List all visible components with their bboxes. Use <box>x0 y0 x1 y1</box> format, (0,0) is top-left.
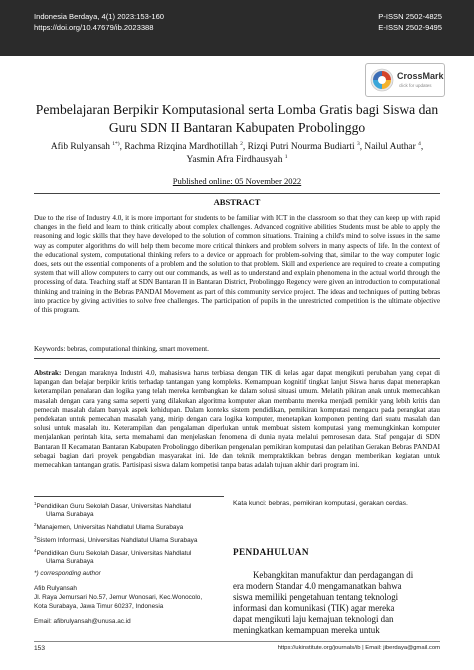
affiliation-sup: 3 <box>34 535 37 540</box>
author-name: , Rizqi Putri Nourma Budiarti <box>242 142 357 153</box>
footer-url[interactable]: https://ukinstitute.org/journals/ib | Email: jiberdaya@gmail.com <box>277 645 440 651</box>
abstract-heading: ABSTRACT <box>213 197 261 207</box>
author-name: , Nailul Authar <box>359 142 419 153</box>
author-line-2 <box>20 154 454 165</box>
corresponding-author-note: *) corresponding author <box>34 570 101 577</box>
abstrak-paragraph <box>34 369 440 470</box>
author-sup: 1 <box>284 154 288 160</box>
affiliation-sup: 2 <box>34 522 37 527</box>
abstrak-text: Dengan maraknya Industri 4.0, mahasiswa harus terbiasa dengan TIK di kelas agar dapat mengikuti perubahan yang cepat di lapangan dan belajar berpikir kritis terhadap tantangan yang kompleks. Kemampuan kognitif tingkat lanjut Siswa harus dapat menerapkan keterampilan penalaran dan logika yang telah mereka kembangkan ke dalam solusi situasi umum. Melatih pikiran anak untuk memecahkan masalah dengan cara yang sama seperti yang dilakukan algoritma komputer akan membantu mereka menjadi pemikir yang lebih kritis dan pemecah masalah dalam banyak aspek kehidupan. Dalam konteks sistem pendidikan, pemikiran komputasi mengacu pada perangkat atau pendekatan untuk pemecahan masalah yang, mirip dengan cara logika komputer, menetapkan komponen penting dari suatu masalah dan solusi untuk masalah itu. Keterampilan dan pengalaman diperlukan untuk membuat sistem komputasi yang memungkinkan komputer menjalankan perintah kita, serta memahami dan menjelaskan fenomena di dunia nyata melalui pemrosesan data. Staf pengajar di SDN Bantaran II Kecamatan Bantaran Kabupaten Probolinggo diberikan pengenalan pemikiran komputasi dan pelatihan Gerakan Bebras PANDAI sebagai bagian dari proyek pengabdian masyarakat ini. Ide dan teknik mempraktikkan bebras dengan memberikan kegiatan untuk memecahkan tantangan gratis. Partisipasi siswa dalam kompetisi tanpa batas adalah tujuan akhir dari program ini. <box>34 369 440 470</box>
body-line: meningkatkan kemampuan mereka untuk <box>233 625 380 636</box>
author-name: Yasmin Afra Firdhausyah <box>186 155 285 166</box>
body-line: siswa memiliki pengetahuan tentang teknologi <box>233 592 399 603</box>
journal-header <box>0 0 474 56</box>
author-sup: 1*) <box>112 141 120 147</box>
paper-title-line-1: Pembelajaran Berpikir Komputasional serta Lomba Gratis bagi Siswa dan <box>35 102 439 117</box>
corresponding-email[interactable]: Email: afibrulyansah@unusa.ac.id <box>34 618 131 625</box>
affiliation-sup: 4 <box>34 548 37 553</box>
journal-citation: Indonesia Berdaya, 4(1) 2023:153-160 <box>34 12 165 21</box>
abstrak-label: Abstrak: <box>34 369 62 377</box>
section-divider <box>34 358 440 359</box>
author-name: Afib Rulyansah <box>50 142 113 153</box>
author-line-1 <box>20 141 454 152</box>
author-name: , Rachma Rizqina Mardhotillah <box>119 142 241 153</box>
page-number: 153 <box>34 645 46 652</box>
pendahuluan-body <box>233 570 441 637</box>
p-issn: P-ISSN 2502-4825 <box>378 12 442 21</box>
pendahuluan-heading: PENDAHULUAN <box>233 547 309 557</box>
footer-rule <box>34 641 440 642</box>
crossmark-title: CrossMark <box>397 71 444 81</box>
affiliation-text: Sistem Informasi, Universitas Nahdlatul Ulama Surabaya <box>36 537 198 545</box>
kata-kunci: Kata kunci: bebras, pemikiran komputasi, gerakan cerdas. <box>233 500 408 507</box>
corresponding-author-name: Afib Rulyansah <box>34 585 77 592</box>
author-sup: 3 <box>356 141 360 147</box>
author-sup: 2 <box>240 141 243 147</box>
address-line-2: Kota Surabaya, Jawa Timur 60237, Indonesia <box>34 603 164 610</box>
published-date[interactable]: Published online: 05 November 2022 <box>172 176 302 186</box>
body-line: era modern Standar 4.0 mengamanatkan bahwa <box>233 581 402 592</box>
body-line: informasi dan komunikasi (TIK) agar mereka <box>233 603 395 614</box>
paper-title-line-2: Guru SDN II Bantaran Kabupaten Probolinggo <box>108 120 366 135</box>
affiliation-text: Manajemen, Universitas Nahdlatul Ulama Surabaya <box>36 524 184 532</box>
e-issn: E-ISSN 2502-9495 <box>378 23 442 32</box>
author-separator: , <box>420 142 424 153</box>
keywords: Keywords: bebras, computational thinking, smart movement. <box>34 345 209 353</box>
crossmark-icon <box>370 68 394 92</box>
affiliation-sup: 1 <box>34 501 37 506</box>
address-line-1: Jl. Raya Jemursari No.57, Jemur Wonosari, Kec.Wonocolo, <box>34 594 203 601</box>
affiliation-4 <box>34 547 226 566</box>
affiliation-text: Pendidikan Guru Sekolah Dasar, Universitas Nahdlatul <box>36 550 192 558</box>
crossmark-subtitle: click for updates <box>399 83 432 88</box>
body-line: dapat mengikuti laju kemajuan teknologi dan <box>233 614 394 625</box>
affiliation-2 <box>34 521 226 532</box>
body-line: Kebangkitan manufaktur dan perdagangan di <box>253 570 414 580</box>
affiliation-cont: Ulama Surabaya <box>46 511 94 519</box>
affiliation-text: Pendidikan Guru Sekolah Dasar, Universitas Nahdlatul <box>36 503 192 511</box>
author-sup: 4 <box>418 141 421 147</box>
abstract-text: Due to the rise of Industry 4.0, it is more important for students to be familiar with ICT in the classroom so that they can keep up with rapid changes in the field and learn to think critically about complex challenges. Advanced cognitive abilities Students must be able to apply the reasoning and logic skills that they have developed to the solution of common situations. Training a child's mind to solve issues in the same way as computer algorithms do will help them become more critical thinkers and problem solvers in many aspects of life. In the context of the educational system, computational thinking refers to a device or approach for problem-solving that, similar to the way computer logic does, sets out the essential components of a problem and the solution to that problem. Skill and experience are required to create a computing system that will allow computers to carry out our commands, as well as to understand and explain phenomena in the actual world through the processing of data. Teaching staff at SDN Bantaran II in Bantaran District, Probolinggo Regency were given an introduction to computational thinking and training in the Bebras PANDAI Movement as part of this community service project. The ideas and techniques of putting bebras into practice by giving activities to solve free challenges. The participation of pupils in the unrestricted competition is the ultimate objective of this program. <box>34 214 440 315</box>
crossmark-badge[interactable] <box>365 63 445 97</box>
doi-link[interactable]: https://doi.org/10.47679/ib.2023388 <box>34 23 154 32</box>
footnote-rule <box>34 496 224 497</box>
affiliation-cont: Ulama Surabaya <box>46 558 94 566</box>
affiliation-3 <box>34 534 226 545</box>
affiliation-1 <box>34 500 226 519</box>
section-divider <box>34 193 440 194</box>
